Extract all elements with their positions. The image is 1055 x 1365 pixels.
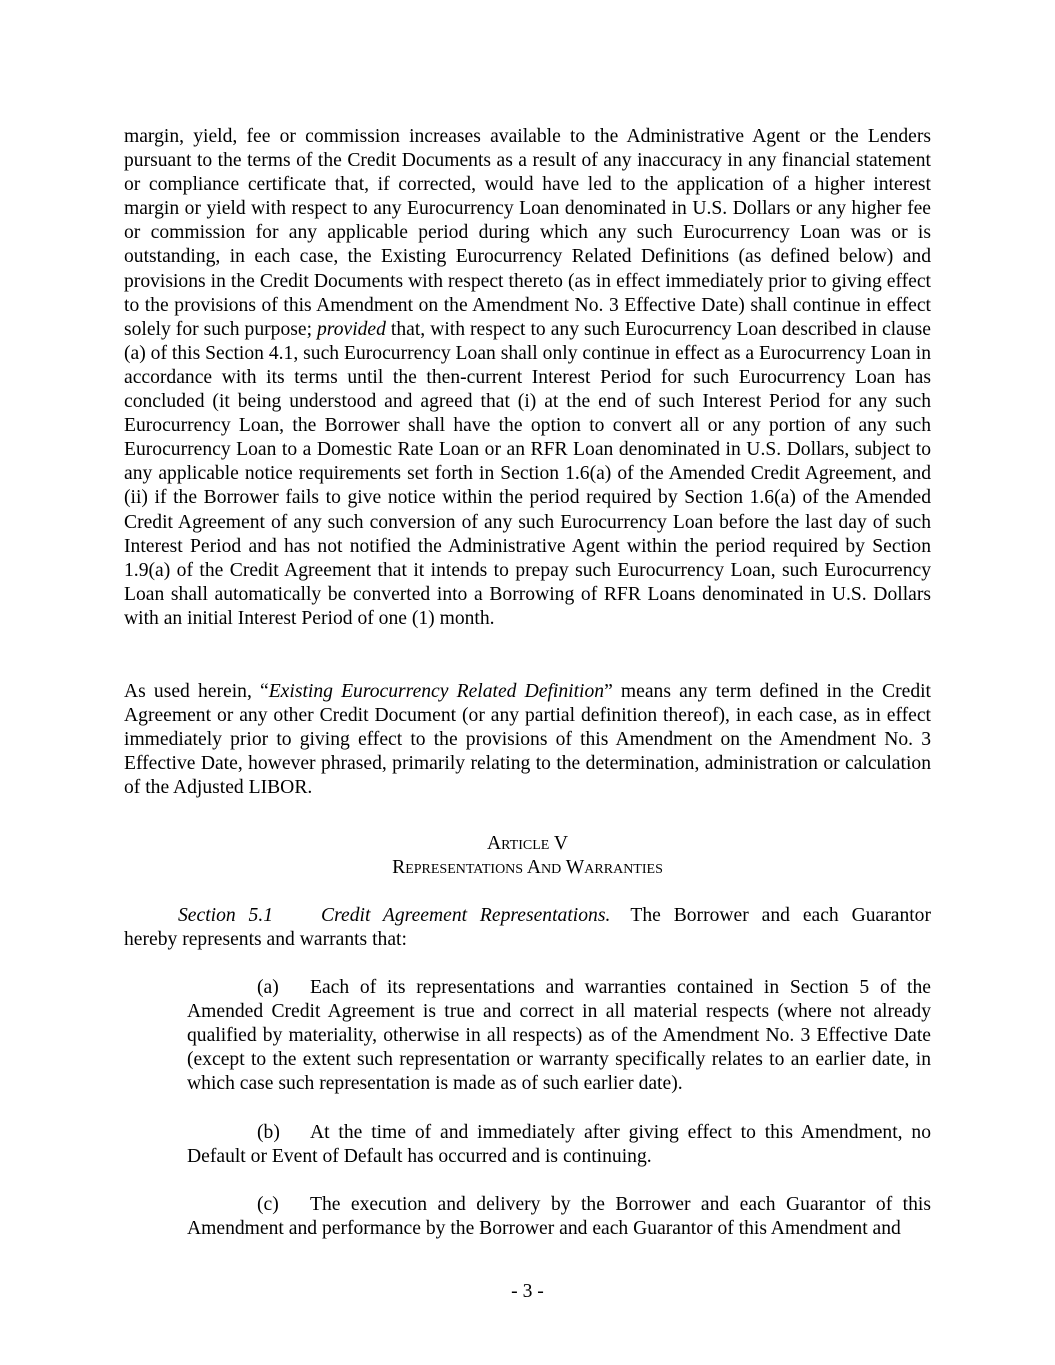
section-title: Credit Agreement Representations. (321, 905, 611, 926)
clause-b-text: At the time of and immediately after giving effect to this Amendment, no Default or Event of Default has occurred and is continuing. (187, 1122, 931, 1168)
article-number: Article V (487, 833, 568, 854)
section-5-1 (124, 904, 931, 952)
section-text: The Borrower and each Guarantor hereby represents and warrants that: (124, 905, 932, 951)
section-number: Section 5.1 (178, 905, 274, 926)
clause-a-mark: (a) (257, 977, 279, 998)
paragraph-1-italic: provided (317, 318, 386, 340)
clause-c-mark: (c) (257, 1194, 279, 1215)
clause-c (187, 1193, 931, 1241)
clause-a-text: Each of its representations and warranties contained in Section 5 of the Amended Credit Agreement is true and correct in all material respects (where not already qualified by materiality, otherwise in all respects) as of the Amendment No. 3 Effective Date (except to the extent such representation or warranty specifically relates to an earlier date, in which case such representation is made as of such earlier date). (187, 977, 931, 1095)
article-title: Representations And Warranties (392, 857, 663, 878)
paragraph-1-text-a: margin, yield, fee or commission increases available to the Administrative Agent or the Lenders pursuant to the terms of the Credit Documents as a result of any inaccuracy in any financial statement or compliance certificate that, if corrected, would have led to the application of a higher interest margin or yield with respect to any Eurocurrency Loan denominated in U.S. Dollars or any higher fee or commission for any applicable period during which any such Eurocurrency Loan was or is outstanding, in each case, the Existing Eurocurrency Related Definitions (as defined below) and provisions in the Credit Documents with respect thereto (as in effect immediately prior to giving effect to the provisions of this Amendment on the Amendment No. 3 Effective Date) shall continue in effect solely for such purpose; (124, 126, 931, 340)
clause-b-mark: (b) (257, 1122, 280, 1143)
clause-b (187, 1121, 931, 1169)
paragraph-1-text-b: that, with respect to any such Eurocurrency Loan described in clause (a) of this Section 4.1, such Eurocurrency Loan shall only continue in effect as a Eurocurrency Loan in accordance with its terms until the then-current Interest Period for such Eurocurrency Loan has concluded (it being understood and agreed that (i) at the end of such Interest Period for any such Eurocurrency Loan, the Borrower shall have the option to convert all or any portion of any such Eurocurrency Loan to a Domestic Rate Loan or an RFR Loan denominated in U.S. Dollars, subject to any applicable notice requirements set forth in Section 1.6(a) of the Amended Credit Agreement, and (ii) if the Borrower fails to give notice within the period required by Section 1.6(a) of the Amended Credit Agreement of any such conversion of any such Eurocurrency Loan before the last day of such Interest Period and has not notified the Administrative Agent within the period required by Section 1.9(a) of the Credit Agreement that it intends to prepay such Eurocurrency Loan, such Eurocurrency Loan shall automatically be converted into a Borrowing of RFR Loans denominated in U.S. Dollars with an initial Interest Period of one (1) month. (124, 318, 931, 629)
paragraph-2-text-a: As used herein, “ (124, 681, 269, 702)
paragraph-continuation (124, 125, 931, 631)
page-number: - 3 - (511, 1281, 544, 1302)
clause-a (187, 976, 931, 1096)
clause-c-text: The execution and delivery by the Borrower and each Guarantor of this Amendment and performance by the Borrower and each Guarantor of this Amendment and (187, 1194, 931, 1240)
paragraph-2-italic: Existing Eurocurrency Related Definition (268, 681, 605, 702)
paragraph-2-text-b: ” means any term defined in the Credit Agreement or any other Credit Document (or any partial definition thereof), in each case, as in effect immediately prior to giving effect to the provisions of this Amendment on the Amendment No. 3 Effective Date, however phrased, primarily relating to the determination, administration or calculation of the Adjusted LIBOR. (124, 681, 931, 799)
paragraph-definition (124, 680, 931, 800)
